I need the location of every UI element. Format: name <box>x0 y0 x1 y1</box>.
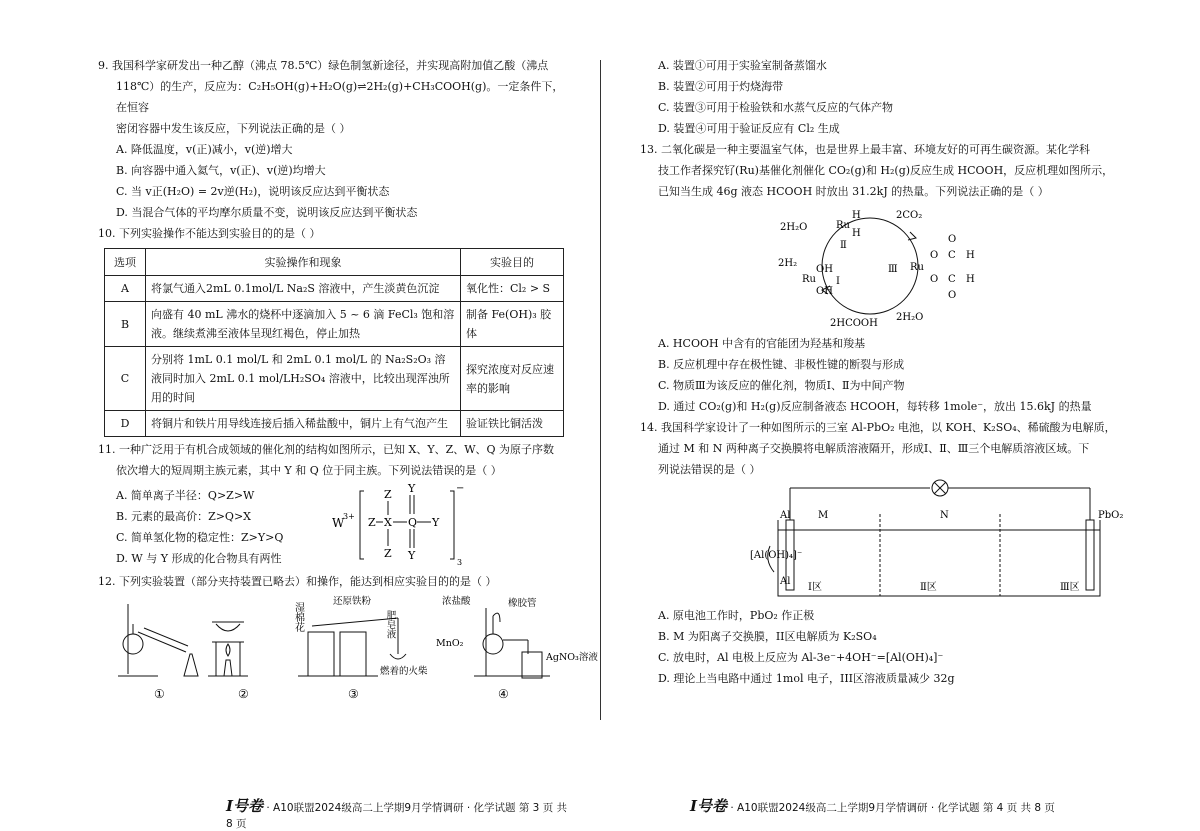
mech-2h2o-top: 2H₂O <box>780 222 808 233</box>
apparatus-1 <box>118 604 198 676</box>
apparatus-label-3: ③ <box>348 687 359 701</box>
label-al-bottom: Al <box>780 576 791 587</box>
brand-logo: I号卷 <box>226 797 264 815</box>
mech-roman-iii: Ⅲ <box>888 264 898 275</box>
question-9 <box>98 55 568 223</box>
struct-z-bottom: Z <box>384 547 392 560</box>
brand-logo: I号卷 <box>690 797 728 815</box>
struct-y-right: Y <box>432 516 440 529</box>
left-column <box>98 55 598 830</box>
mech-h-1: H <box>852 210 861 221</box>
struct-charge: 3+ <box>343 512 355 521</box>
q12-stem: 12. 下列实验装置（部分夹持装置已略去）和操作，能达到相应实验目的的是（ ） <box>98 575 497 588</box>
mech-2h2: 2H₂ <box>778 258 798 269</box>
q11-option-a: A. 简单离子半径：Q>Z>W <box>116 489 255 502</box>
catalyst-structure <box>326 477 476 569</box>
table-header: 实验操作和现象 <box>146 249 461 276</box>
table-cell-option: A <box>105 276 146 302</box>
table-cell-operation: 分别将 1mL 0.1 mol/L 和 2mL 0.1 mol/L 的 Na₂S₂O₃ 溶液同时加入 2mL 0.1 mol/LH₂SO₄ 溶液中，比较出现浑浊所用的时间 <box>146 347 461 411</box>
mech-o-2: O <box>930 274 939 285</box>
apparatus-label-4: ④ <box>498 687 509 701</box>
q13-stem: 13. 二氧化碳是一种主要温室气体，也是世界上最丰富、环境友好的可再生碳资源。某化学科 <box>640 143 1090 156</box>
struct-y-top: Y <box>408 482 416 495</box>
table-row <box>105 276 564 302</box>
table-cell-goal: 探究浓度对反应速率的影响 <box>461 347 564 411</box>
mech-c-2: C <box>948 274 956 285</box>
q11-option-b: B. 元素的最高价：Z>Q>X <box>116 510 252 523</box>
q14-option-d: D. 理论上当电路中通过 1mol 电子，III区溶液质量减少 32g <box>658 672 955 685</box>
q13-option-c: C. 物质Ⅲ为该反应的催化剂，物质Ⅰ、Ⅱ为中间产物 <box>658 379 905 392</box>
q13-stem-2: 技工作者探究钌(Ru)基催化剂催化 CO₂(g)和 H₂(g)反应生成 HCOOH，反应机理如图所示， <box>658 164 1114 177</box>
mech-oh-1: OH <box>816 264 833 275</box>
q9-stem-2: 118℃）的生产，反应为：C₂H₅OH(g)+H₂O(g)⇌2H₂(g)+CH₃COOH(g)。一定条件下，在恒容 <box>116 80 564 114</box>
mech-2h2o-bottom: 2H₂O <box>896 312 924 323</box>
mech-roman-ii: Ⅱ <box>840 240 847 251</box>
struct-minus: − <box>456 483 465 494</box>
q14-stem: 14. 我国科学家设计了一种如图所示的三室 Al-PbO₂ 电池，以 KOH、K₂SO₄、稀硫酸为电解质， <box>640 421 1116 434</box>
struct-z-top: Z <box>384 488 392 501</box>
q11-option-d: D. W 与 Y 形成的化合物具有两性 <box>116 552 282 565</box>
mech-ru-iii: Ru <box>910 262 924 273</box>
q13-stem-3: 已知当生成 46g 液态 HCOOH 时放出 31.2kJ 的热量。下列说法正确的是（ ） <box>658 185 1049 198</box>
question-14 <box>640 417 1135 689</box>
q9-option-a: A. 降低温度，v(正)减小，v(逆)增大 <box>116 143 293 156</box>
q13-option-d: D. 通过 CO₂(g)和 H₂(g)反应制备液态 HCOOH，每转移 1mole⁻，放出 15.6kJ 的热量 <box>658 400 1092 413</box>
label-zone-1: Ⅰ区 <box>808 582 822 593</box>
table-cell-operation: 将铜片和铁片用导线连接后插入稀盐酸中，铜片上有气泡产生 <box>146 411 461 437</box>
label-membrane-m: M <box>818 510 829 521</box>
struct-w: W <box>332 516 345 530</box>
label-soap: 肥皂液 <box>384 610 396 639</box>
mech-o-4: O <box>948 290 957 301</box>
q12-option-c: C. 装置③可用于检验铁和水蒸气反应的气体产物 <box>658 101 894 114</box>
q9-option-d: D. 当混合气体的平均摩尔质量不变，说明该反应达到平衡状态 <box>116 206 418 219</box>
footer-left <box>226 795 568 831</box>
apparatus-figure <box>98 594 598 704</box>
q11-options <box>116 485 283 569</box>
label-zone-2: Ⅱ区 <box>920 582 937 593</box>
q9-option-b: B. 向容器中通入氦气，v(正)、v(逆)均增大 <box>116 164 326 177</box>
label-match: 燃着的火柴 <box>380 666 428 677</box>
label-agno3: AgNO₃溶液 <box>546 652 598 663</box>
table-cell-option: B <box>105 302 146 347</box>
label-al-top: Al <box>780 510 791 521</box>
q14-stem-2: 通过 M 和 N 两种离子交换膜将电解质溶液隔开，形成Ⅰ、Ⅱ、Ⅲ三个电解质溶液区域。下 <box>658 442 1090 455</box>
table-row <box>105 411 564 437</box>
label-rubber-tube: 橡胶管 <box>508 598 537 609</box>
q14-option-c: C. 放电时，Al 电极上反应为 Al-3e⁻+4OH⁻=[Al(OH)₄]⁻ <box>658 651 944 664</box>
label-hcl: 浓盐酸 <box>442 596 471 607</box>
q11-stem-2: 依次增大的短周期主族元素，其中 Y 和 Q 位于同主族。下列说法错误的是（ ） <box>116 464 502 477</box>
q14-stem-3: 列说法错误的是（ ） <box>658 463 761 476</box>
struct-x: X <box>384 516 392 529</box>
mech-ru-i: Ru <box>802 274 816 285</box>
mech-2hcooh: 2HCOOH <box>830 318 878 329</box>
label-membrane-n: N <box>940 510 949 521</box>
footer-text: · A10联盟2024级高二上学期9月学情调研 · 化学试题 第 3 页 共 8 页 <box>226 802 568 830</box>
battery-diagram <box>640 480 1135 602</box>
table-cell-goal: 制备 Fe(OH)₃ 胶体 <box>461 302 564 347</box>
footer-text: · A10联盟2024级高二上学期9月学情调研 · 化学试题 第 4 页 共 8 页 <box>730 802 1055 814</box>
question-13 <box>640 139 1135 417</box>
experiment-table <box>104 248 564 437</box>
table-cell-option: D <box>105 411 146 437</box>
q14-option-b: B. M 为阳离子交换膜，II区电解质为 K₂SO₄ <box>658 630 877 643</box>
struct-y-bottom: Y <box>408 549 416 562</box>
table-cell-goal: 氧化性：Cl₂ > S <box>461 276 564 302</box>
table-header-row <box>105 249 564 276</box>
table-row <box>105 302 564 347</box>
label-fe-powder: 还原铁粉 <box>333 596 372 607</box>
mech-c-1: C <box>948 250 956 261</box>
q12-option-a: A. 装置①可用于实验室制备蒸馏水 <box>658 59 827 72</box>
footer-right <box>690 795 1055 816</box>
label-pbo2: PbO₂ <box>1098 510 1124 521</box>
question-10 <box>98 223 568 437</box>
q11-body <box>98 481 568 567</box>
struct-q: Q <box>408 516 418 529</box>
mech-2co2: 2CO₂ <box>896 210 923 221</box>
label-aloh4: [Al(OH)₄]⁻ <box>750 550 803 561</box>
mech-o-3: O <box>948 234 957 245</box>
mech-roman-i: Ⅰ <box>836 276 840 287</box>
q9-stem-3: 密闭容器中发生该反应，下列说法正确的是（ ） <box>116 122 351 135</box>
mech-h-2: H <box>852 228 861 239</box>
mech-oh-2: OH <box>816 286 833 297</box>
table-cell-operation: 向盛有 40 mL 沸水的烧杯中逐滴加入 5 ~ 6 滴 FeCl₃ 饱和溶液。继续煮沸至液体呈现红褐色，停止加热 <box>146 302 461 347</box>
mech-h-4: H <box>966 274 975 285</box>
table-cell-option: C <box>105 347 146 411</box>
question-12 <box>98 571 598 707</box>
table-header: 选项 <box>105 249 146 276</box>
q11-option-c: C. 简单氢化物的稳定性：Z>Y>Q <box>116 531 284 544</box>
q9-option-c: C. 当 v正(H₂O) = 2v逆(H₂)，说明该反应达到平衡状态 <box>116 185 390 198</box>
q12-option-d: D. 装置④可用于验证反应有 Cl₂ 生成 <box>658 122 840 135</box>
apparatus-2 <box>208 622 248 676</box>
table-cell-goal: 验证铁比铜活泼 <box>461 411 564 437</box>
apparatus-4 <box>474 608 550 678</box>
column-divider <box>600 60 601 720</box>
reaction-mechanism <box>640 202 1135 330</box>
right-column <box>640 55 1135 815</box>
apparatus-label-2: ② <box>238 687 249 701</box>
label-zone-3: Ⅲ区 <box>1060 582 1080 593</box>
q9-stem: 9. 我国科学家研发出一种乙醇（沸点 78.5℃）绿色制氢新途径，并实现高附加值乙酸（沸点 <box>98 59 549 72</box>
q10-stem: 10. 下列实验操作不能达到实验目的的是（ ） <box>98 227 321 240</box>
q13-option-a: A. HCOOH 中含有的官能团为羟基和羧基 <box>658 337 866 350</box>
q11-stem: 11. 一种广泛用于有机合成领域的催化剂的结构如图所示，已知 X、Y、Z、W、Q 为原子序数 <box>98 443 555 456</box>
mech-o-1: O <box>930 250 939 261</box>
table-cell-operation: 将氯气通入2mL 0.1mol/L Na₂S 溶液中，产生淡黄色沉淀 <box>146 276 461 302</box>
q14-option-a: A. 原电池工作时，PbO₂ 作正极 <box>658 609 815 622</box>
q13-option-b: B. 反应机理中存在极性键、非极性键的断裂与形成 <box>658 358 905 371</box>
question-12-options <box>640 55 1135 139</box>
table-header: 实验目的 <box>461 249 564 276</box>
table-row <box>105 347 564 411</box>
mech-ru-ii: Ru <box>836 220 850 231</box>
label-wet-cotton: 湿棉花 <box>292 602 304 632</box>
struct-sub: 3 <box>457 558 463 567</box>
apparatus-label-1: ① <box>154 687 165 701</box>
label-mno2: MnO₂ <box>436 638 464 649</box>
struct-z-left: Z <box>368 516 376 529</box>
mech-h-3: H <box>966 250 975 261</box>
question-11 <box>98 439 568 567</box>
q12-option-b: B. 装置②可用于灼烧海带 <box>658 80 784 93</box>
